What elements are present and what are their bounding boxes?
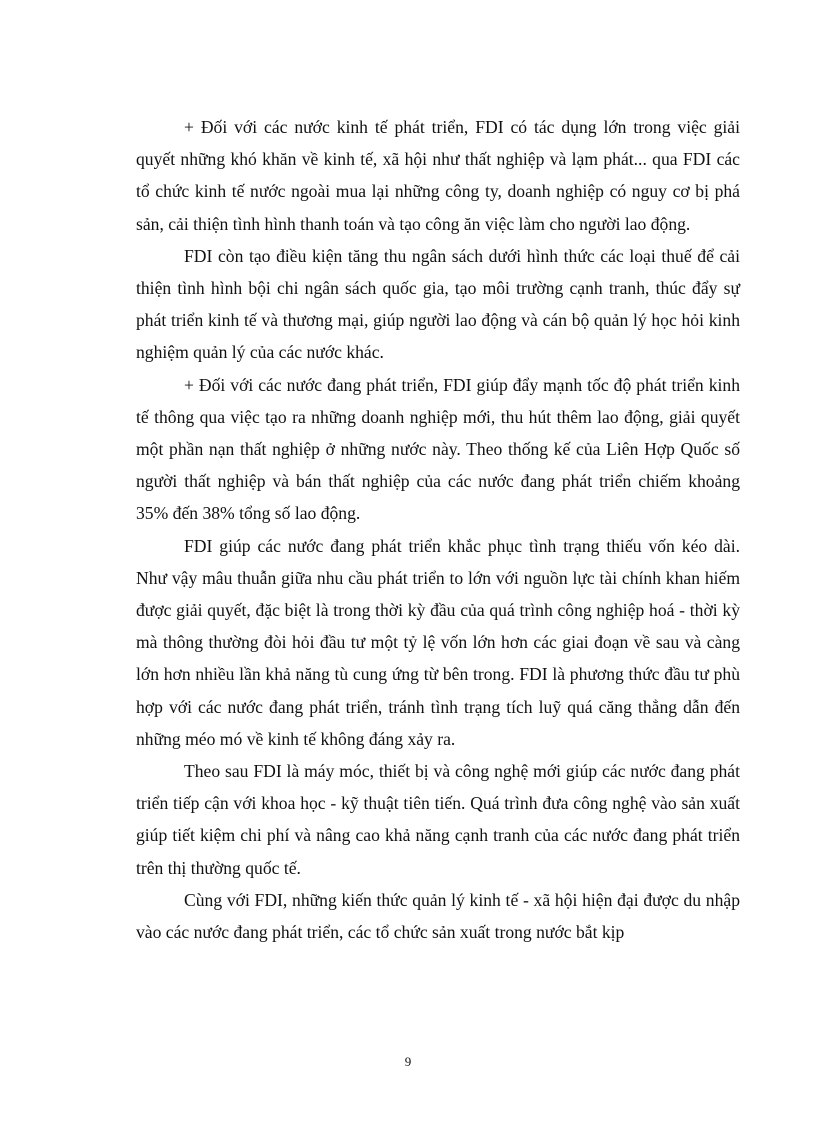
paragraph: FDI giúp các nước đang phát triển khắc phục tình trạng thiếu vốn kéo dài. Như vậy mâu thuẫn giữa nhu cầu phát triển to lớn với nguồn lực tài chính khan hiếm được giải quyết, đặc biệt là trong thời kỳ đầu của quá trình công nghiệp hoá - thời kỳ mà thông thường đòi hỏi đầu tư một tỷ lệ vốn lớn hơn các giai đoạn về sau và càng lớn hơn nhiều lần khả năng tù cung ứng từ bên trong. FDI là phương thức đầu tư phù hợp với các nước đang phát triển, tránh tình trạng tích luỹ quá căng thẳng dẫn đến những méo mó về kinh tế không đáng xảy ra. <box>136 535 740 749</box>
page-number: 9 <box>404 1054 412 1069</box>
paragraph: Cùng với FDI, những kiến thức quản lý kinh tế - xã hội hiện đại được du nhập vào các nước đang phát triển, các tổ chức sản xuất trong nước bắt kịp <box>136 889 740 943</box>
paragraph: Theo sau FDI là máy móc, thiết bị và công nghệ mới giúp các nước đang phát triển tiếp cận với khoa học - kỹ thuật tiên tiến. Quá trình đưa công nghệ vào sản xuất giúp tiết kiệm chi phí và nâng cao khả năng cạnh tranh của các nước đang phát triển trên thị thường quốc tế. <box>136 761 740 878</box>
paragraph: FDI còn tạo điều kiện tăng thu ngân sách dưới hình thức các loại thuế để cải thiện tình hình bội chi ngân sách quốc gia, tạo môi trường cạnh tranh, thúc đẩy sự phát triển kinh tế và thương mại, giúp người lao động và cán bộ quản lý học hỏi kinh nghiệm quản lý của các nước khác. <box>136 245 740 363</box>
paragraph: + Đối với các nước kinh tế phát triển, FDI có tác dụng lớn trong việc giải quyết những khó khăn về kinh tế, xã hội như thất nghiệp và lạm phát... qua FDI các tổ chức kinh tế nước ngoài mua lại những công ty, doanh nghiệp có nguy cơ bị phá sản, cải thiện tình hình thanh toán và tạo công ăn việc làm cho người lao động. <box>136 117 740 234</box>
body-text <box>136 111 740 948</box>
paragraph: + Đối với các nước đang phát triển, FDI giúp đẩy mạnh tốc độ phát triển kinh tế thông qua việc tạo ra những doanh nghiệp mới, thu hút thêm lao động, giải quyết một phần nạn thất nghiệp ở những nước này. Theo thống kế của Liên Hợp Quốc số người thất nghiệp và bán thất nghiệp của các nước đang phát triển chiếm khoảng 35% đến 38% tổng số lao động. <box>136 374 740 524</box>
